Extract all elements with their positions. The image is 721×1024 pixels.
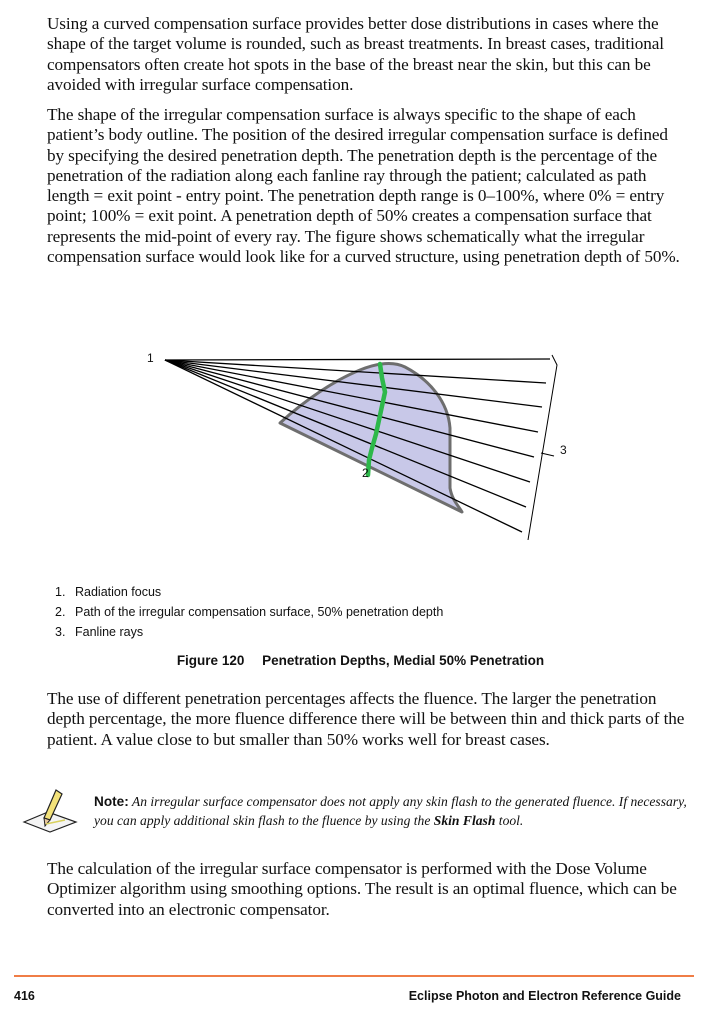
footer-divider	[14, 975, 694, 977]
paragraph-penetration-percentages: The use of different penetration percentages affects the fluence. The larger the penetration depth percentage, the more fluence difference there will be between thin and thick parts of the patient. A value close to but smaller than 50% works well for breast cases.	[47, 689, 685, 749]
penetration-depth-figure	[130, 340, 590, 540]
fanline-diagram	[130, 340, 590, 540]
legend-item: 1. Radiation focus	[55, 585, 162, 599]
label-compensation-surface: 2	[362, 466, 369, 480]
legend-item: 2. Path of the irregular compensation surface, 50% penetration depth	[55, 605, 444, 619]
paragraph-irregular-surface-shape: The shape of the irregular compensation surface is always specific to the shape of each patient’s body outline. The position of the desired irregular compensation surface is defined by specifying the desired penetration depth. The penetration depth is the percentage of the penetration of the radiation along each fanline ray through the patient; calculated as path length = exit point - entry point. The penetration depth range is 0–100%, where 0% = entry point; 100% = exit point. A penetration depth of 50% creates a compensation surface that represents the mid-point of every ray. The figure shows schematically what the irregular compensation surface would look like for a curved structure, using penetration depth of 50%.	[47, 105, 680, 267]
pencil-note-icon	[20, 786, 82, 834]
note-label: Note:	[94, 794, 129, 809]
skin-flash-tool-name: Skin Flash	[433, 813, 496, 828]
legend-item: 3. Fanline rays	[55, 625, 144, 639]
paragraph-calculation: The calculation of the irregular surface compensator is performed with the Dose Volume Optimizer algorithm using smoothing options. The result is an optimal fluence, which can be converted into an electronic compensator.	[47, 859, 677, 919]
figure-legend	[55, 583, 443, 643]
figure-number: Figure 120	[176, 653, 245, 668]
rays-leader-line	[541, 453, 554, 456]
figure-caption	[0, 653, 721, 668]
note-box	[20, 786, 700, 836]
note-text: Note: An irregular surface compensator does not apply any skin flash to the generated fluence. If necessary, you can apply additional skin flash to the fluence by using the Skin Flash tool.	[94, 794, 687, 828]
guide-title: Eclipse Photon and Electron Reference Guide	[408, 989, 681, 1003]
paragraph-curved-compensation: Using a curved compensation surface provides better dose distributions in cases where the shape of the target volume is rounded, such as breast treatments. In breast cases, traditional compensators often create hot spots in the base of the breast near the skin, but this can be avoided with irregular surface compensation.	[47, 14, 664, 94]
page-number: 416	[14, 989, 35, 1003]
label-fanline-rays: 3	[560, 443, 567, 457]
label-radiation-focus: 1	[147, 351, 154, 365]
figure-title: Penetration Depths, Medial 50% Penetration	[262, 653, 545, 668]
